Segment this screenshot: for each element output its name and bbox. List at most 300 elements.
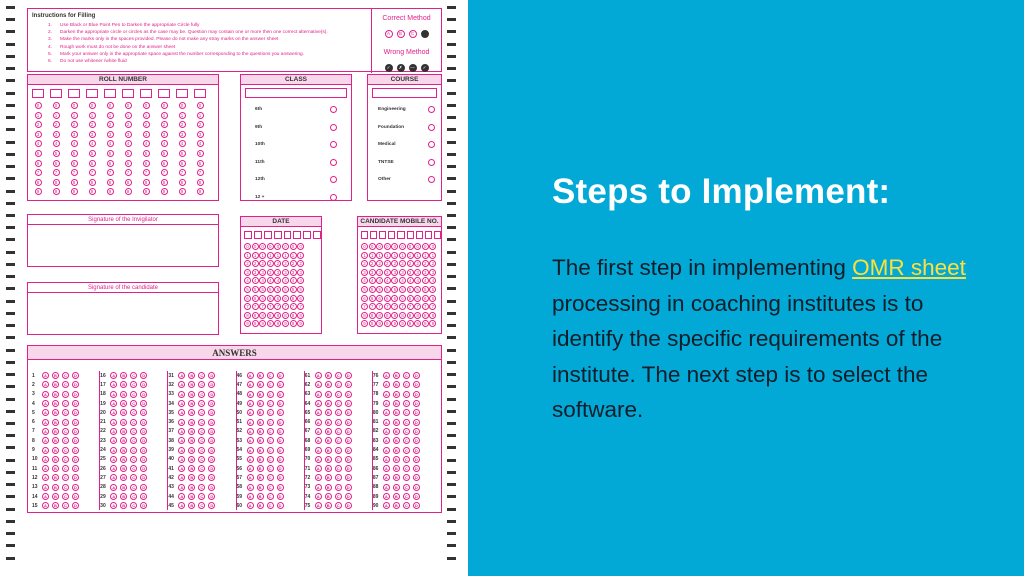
omr-sheet-link[interactable]: OMR sheet [852, 255, 966, 280]
class-options [241, 101, 351, 206]
roll-digit-bubble: 0 [107, 102, 114, 109]
answer-bubble: B [188, 391, 195, 398]
answer-bubble: A [247, 447, 254, 454]
date-square [313, 231, 321, 239]
body-text-before-link: The first step in implementing [552, 255, 853, 280]
timing-mark [6, 361, 15, 364]
candidate-signature-label: Signature of the candidate [28, 283, 218, 293]
answer-bubble: B [188, 502, 195, 509]
roll-digit-bubble: 1 [35, 112, 42, 119]
timing-mark [447, 410, 456, 413]
date-bubble: 9 [290, 320, 297, 327]
answer-bubble: A [42, 409, 49, 416]
answer-bubble: D [140, 474, 147, 481]
answer-bubble: C [267, 419, 274, 426]
answer-bubble: C [267, 400, 274, 407]
answer-bubble: C [130, 484, 137, 491]
question-number: 2 [32, 381, 35, 388]
instruction-item [48, 22, 328, 29]
answer-bubble: A [42, 428, 49, 435]
answer-bubble: B [257, 391, 264, 398]
wrong-method-bubble: ✓ [385, 64, 393, 72]
mobile-bubble: 0 [391, 243, 398, 250]
roll-digit-bubble: 5 [35, 150, 42, 157]
roll-digit-bubble: 7 [143, 169, 150, 176]
answer-bubble: D [140, 391, 147, 398]
date-bubble-row [244, 269, 321, 276]
answer-bubble: D [277, 456, 284, 463]
question-number: 27 [100, 474, 106, 481]
course-option-bubble [428, 106, 435, 113]
answer-bubble: A [178, 465, 185, 472]
answer-bubble: B [393, 447, 400, 454]
date-bubble: 0 [290, 243, 297, 250]
question-number: 55 [236, 456, 243, 463]
answer-bubble: A [315, 419, 322, 426]
date-bubble: 2 [274, 260, 281, 267]
answer-bubble: A [247, 381, 254, 388]
course-option-bubble [428, 124, 435, 131]
answer-row [100, 501, 165, 510]
mobile-number-header: CANDIDATE MOBILE NO. [358, 217, 441, 227]
answer-bubble: D [277, 465, 284, 472]
answer-row [373, 390, 439, 399]
answer-bubble: A [42, 391, 49, 398]
roll-digit-square [50, 89, 62, 98]
roll-digit-bubble: 3 [71, 131, 78, 138]
answer-bubble: B [325, 456, 332, 463]
roll-digit-bubble: 6 [53, 160, 60, 167]
class-option-label: 10th [255, 142, 265, 148]
roll-digit-bubble: 1 [53, 112, 60, 119]
answer-bubble: D [277, 409, 284, 416]
correct-method-label: Correct Method [382, 15, 431, 22]
question-number: 7 [32, 428, 35, 435]
answer-bubble: B [188, 474, 195, 481]
question-number: 74 [304, 493, 311, 500]
answer-bubble: A [110, 400, 117, 407]
answer-bubble: A [383, 456, 390, 463]
mobile-bubble: 7 [414, 303, 421, 310]
mobile-bubble: 6 [399, 295, 406, 302]
answer-row [168, 436, 233, 445]
roll-digit-bubble: 8 [161, 179, 168, 186]
answer-bubble: A [247, 419, 254, 426]
answer-row [32, 473, 97, 482]
answer-bubble: C [198, 484, 205, 491]
roll-digit-bubble: 0 [89, 102, 96, 109]
mobile-bubble: 8 [407, 312, 414, 319]
answer-row [168, 492, 233, 501]
instruction-item [48, 29, 328, 36]
roll-digit-bubble: 3 [35, 131, 42, 138]
date-bubble: 6 [297, 295, 304, 302]
question-number: 71 [304, 465, 311, 472]
instruction-number: 1. [48, 23, 53, 28]
mobile-bubble: 6 [429, 295, 436, 302]
answer-bubble: B [120, 372, 127, 379]
answer-row [168, 501, 233, 510]
question-number: 23 [100, 437, 106, 444]
answer-row [32, 380, 97, 389]
answer-bubble: D [72, 456, 79, 463]
mobile-bubble: 0 [422, 243, 429, 250]
answer-bubble: B [120, 381, 127, 388]
date-bubble: 2 [282, 260, 289, 267]
instruction-item [48, 51, 328, 58]
question-number: 43 [168, 484, 174, 491]
mobile-bubble: 8 [429, 312, 436, 319]
answer-row [32, 399, 97, 408]
answer-bubble: D [345, 437, 352, 444]
question-number: 64 [304, 400, 311, 407]
answer-bubble: A [42, 493, 49, 500]
roll-digit-bubble: 3 [179, 131, 186, 138]
answer-bubble: A [383, 474, 390, 481]
date-bubble: 8 [267, 312, 274, 319]
answer-bubble: D [345, 484, 352, 491]
mobile-bubble: 2 [407, 260, 414, 267]
timing-mark [6, 79, 15, 82]
timing-mark [6, 251, 15, 254]
answer-bubble: C [198, 428, 205, 435]
timing-mark [447, 434, 456, 437]
mobile-bubble: 9 [361, 320, 368, 327]
slide-title: Steps to Implement: [552, 172, 891, 211]
roll-digit-bubble: 8 [143, 179, 150, 186]
mobile-bubble: 1 [407, 252, 414, 259]
answer-bubble: D [72, 409, 79, 416]
roll-digit-bubble: 9 [89, 188, 96, 195]
answer-bubble: C [62, 437, 69, 444]
question-number: 66 [304, 419, 311, 426]
answer-bubble: D [140, 437, 147, 444]
mobile-bubble-row [361, 277, 441, 284]
roll-digit-bubble: 5 [125, 150, 132, 157]
roll-digit-bubble: 1 [71, 112, 78, 119]
roll-digit-square [86, 89, 98, 98]
answer-bubble: A [383, 419, 390, 426]
answer-bubble: C [130, 428, 137, 435]
date-square [284, 231, 292, 239]
timing-mark [447, 251, 456, 254]
answer-bubble: A [315, 502, 322, 509]
answer-bubble: C [267, 381, 274, 388]
answer-bubble: C [335, 456, 342, 463]
timing-mark [447, 275, 456, 278]
answer-bubble: B [52, 381, 59, 388]
question-number: 29 [100, 493, 106, 500]
answer-row [373, 408, 439, 417]
answer-bubble: D [413, 400, 420, 407]
mobile-bubble-row [361, 295, 441, 302]
answer-bubble: B [325, 484, 332, 491]
body-text-after-link: processing in coaching institutes is to identify the specific requirements of the institute. The next step is to select the software. [552, 290, 943, 423]
roll-digit-bubble: 3 [143, 131, 150, 138]
answer-bubble: C [335, 400, 342, 407]
course-option-label: Engineering [378, 107, 406, 113]
question-number: 59 [236, 493, 243, 500]
answer-bubble: C [62, 400, 69, 407]
roll-digit-bubble: 2 [161, 121, 168, 128]
mobile-bubble: 6 [384, 295, 391, 302]
date-bubble: 6 [274, 295, 281, 302]
answer-bubble: A [383, 437, 390, 444]
answer-bubble: A [42, 447, 49, 454]
date-bubble: 2 [244, 260, 251, 267]
answer-bubble: A [178, 381, 185, 388]
timing-mark [6, 410, 15, 413]
answer-row [168, 445, 233, 454]
instruction-text: Rough work must do not be done on the answer sheet [60, 44, 176, 50]
roll-digit-square [176, 89, 188, 98]
roll-digit-column [50, 102, 62, 195]
answer-bubble: A [315, 428, 322, 435]
correct-method-bubble [421, 30, 429, 38]
answer-bubble: C [403, 419, 410, 426]
question-number: 41 [168, 465, 174, 472]
date-square [264, 231, 272, 239]
question-number: 86 [372, 465, 379, 472]
answer-bubble: B [120, 474, 127, 481]
timing-mark [447, 128, 456, 131]
answer-bubble: C [198, 456, 205, 463]
mobile-bubble: 9 [384, 320, 391, 327]
answer-row [305, 390, 370, 399]
answer-bubble: A [247, 409, 254, 416]
answer-bubble: B [257, 409, 264, 416]
answer-row [100, 492, 165, 501]
answer-row [373, 436, 439, 445]
mobile-square [407, 231, 414, 239]
answer-row [32, 492, 97, 501]
timing-mark [447, 165, 456, 168]
roll-digit-column [32, 102, 44, 195]
answer-bubble: C [62, 493, 69, 500]
mobile-bubble: 1 [361, 252, 368, 259]
answer-bubble: B [393, 465, 400, 472]
answer-bubble: C [130, 493, 137, 500]
date-bubble: 4 [290, 277, 297, 284]
roll-digit-bubble: 7 [53, 169, 60, 176]
answer-bubble: D [208, 391, 215, 398]
answer-bubble: B [52, 474, 59, 481]
answer-bubble: A [383, 409, 390, 416]
answer-bubble: C [198, 381, 205, 388]
answer-bubble: B [257, 484, 264, 491]
mobile-square [370, 231, 377, 239]
answer-bubble: B [120, 502, 127, 509]
date-bubble: 5 [290, 286, 297, 293]
roll-digit-bubble: 5 [161, 150, 168, 157]
answer-bubble: B [393, 381, 400, 388]
date-bubble: 9 [274, 320, 281, 327]
answer-column [373, 371, 441, 510]
answer-bubble: B [120, 437, 127, 444]
question-number: 70 [304, 456, 311, 463]
date-bubble: 0 [244, 243, 251, 250]
answer-bubble: A [42, 400, 49, 407]
timing-mark [6, 6, 15, 9]
question-number: 34 [168, 400, 174, 407]
roll-digit-bubble: 7 [125, 169, 132, 176]
mobile-bubble: 5 [407, 286, 414, 293]
roll-digit-bubble: 5 [71, 150, 78, 157]
timing-mark [447, 226, 456, 229]
timing-mark [6, 177, 15, 180]
answer-bubble: C [335, 465, 342, 472]
answer-bubble: A [315, 465, 322, 472]
mobile-bubble: 3 [369, 269, 376, 276]
mobile-bubble: 8 [384, 312, 391, 319]
course-option-row [368, 136, 441, 154]
question-number: 12 [32, 474, 38, 481]
roll-digit-bubble: 8 [89, 179, 96, 186]
timing-mark [6, 483, 15, 486]
answer-row [305, 380, 370, 389]
answer-bubble: D [413, 447, 420, 454]
class-option-bubble [330, 194, 337, 201]
answer-row [100, 445, 165, 454]
answer-bubble: D [277, 474, 284, 481]
timing-mark [447, 18, 456, 21]
mobile-bubble: 4 [369, 277, 376, 284]
mobile-bubble: 8 [399, 312, 406, 319]
instruction-text: Use Black or Blue Point Pen to Darken the appropriate Circle fully [60, 23, 200, 28]
answer-bubble: A [178, 437, 185, 444]
answer-bubble: B [325, 447, 332, 454]
answer-bubble: D [345, 465, 352, 472]
timing-mark [6, 446, 15, 449]
answer-bubble: D [140, 493, 147, 500]
answer-bubble: B [52, 409, 59, 416]
answer-bubble: D [208, 372, 215, 379]
roll-digit-bubble: 2 [71, 121, 78, 128]
roll-digit-bubble: 0 [179, 102, 186, 109]
answer-bubble: C [62, 447, 69, 454]
answer-bubble: D [208, 419, 215, 426]
roll-digit-bubble: 0 [53, 102, 60, 109]
roll-digit-column [194, 102, 206, 195]
roll-digit-bubble: 4 [71, 140, 78, 147]
timing-mark [447, 459, 456, 462]
mobile-bubble: 2 [414, 260, 421, 267]
question-number: 60 [236, 502, 243, 509]
class-option-label: 9th [255, 124, 263, 130]
question-number: 14 [32, 493, 38, 500]
answer-bubble: B [325, 465, 332, 472]
roll-digit-bubble: 8 [125, 179, 132, 186]
timing-mark [6, 104, 15, 107]
timing-mark [447, 483, 456, 486]
roll-digit-bubble: 1 [125, 112, 132, 119]
answer-bubble: B [52, 400, 59, 407]
date-bubble: 0 [297, 243, 304, 250]
class-option-row [241, 119, 351, 137]
answer-bubble: B [325, 474, 332, 481]
answer-bubble: D [413, 381, 420, 388]
timing-mark [6, 275, 15, 278]
roll-number-squares [28, 85, 218, 98]
roll-digit-bubble: 8 [53, 179, 60, 186]
course-option-label: Foundation [378, 124, 405, 130]
answer-bubble: B [188, 465, 195, 472]
course-option-bubble [428, 176, 435, 183]
answer-bubble: A [42, 419, 49, 426]
answer-bubble: C [130, 502, 137, 509]
answer-row [100, 399, 165, 408]
answer-bubble: D [413, 456, 420, 463]
answer-bubble: C [130, 456, 137, 463]
answer-bubble: D [413, 409, 420, 416]
instructions-box [27, 8, 442, 72]
answer-row [305, 445, 370, 454]
roll-digit-bubble: 9 [161, 188, 168, 195]
question-number: 30 [100, 502, 106, 509]
answer-bubble: B [393, 391, 400, 398]
instruction-text: Do not use whitener /white fluid [60, 59, 127, 65]
answer-bubble: A [42, 437, 49, 444]
mobile-bubble: 7 [361, 303, 368, 310]
class-header: CLASS [241, 75, 351, 85]
date-bubble: 6 [244, 295, 251, 302]
mobile-bubble: 6 [422, 295, 429, 302]
answer-row [373, 455, 439, 464]
roll-digit-bubble: 3 [107, 131, 114, 138]
mobile-bubble: 7 [391, 303, 398, 310]
mobile-bubble: 1 [376, 252, 383, 259]
answer-bubble: A [178, 419, 185, 426]
answer-bubble: A [42, 484, 49, 491]
answer-bubble: C [198, 391, 205, 398]
timing-mark [6, 520, 15, 523]
timing-mark [447, 324, 456, 327]
mobile-bubble: 0 [361, 243, 368, 250]
answer-bubble: B [188, 484, 195, 491]
mobile-bubble: 4 [391, 277, 398, 284]
answer-bubble: D [208, 437, 215, 444]
answer-bubble: A [383, 465, 390, 472]
answer-row [373, 501, 439, 510]
answer-row [237, 399, 302, 408]
answer-bubble: C [130, 372, 137, 379]
answer-bubble: B [52, 493, 59, 500]
answer-column [168, 371, 236, 510]
answer-bubble: C [403, 447, 410, 454]
date-bubble: 5 [267, 286, 274, 293]
date-bubble: 4 [274, 277, 281, 284]
date-bubble: 1 [297, 252, 304, 259]
roll-digit-bubble: 3 [125, 131, 132, 138]
roll-digit-bubble: 6 [107, 160, 114, 167]
answer-bubble: C [267, 493, 274, 500]
date-bubble: 0 [267, 243, 274, 250]
answer-bubble: D [345, 493, 352, 500]
answer-bubble: A [247, 493, 254, 500]
answer-row [373, 371, 439, 380]
answer-bubble: A [42, 381, 49, 388]
answer-bubble: B [393, 456, 400, 463]
question-number: 88 [372, 484, 379, 491]
question-number: 21 [100, 419, 106, 426]
date-bubble: 9 [267, 320, 274, 327]
answer-bubble: A [178, 456, 185, 463]
question-number: 42 [168, 474, 174, 481]
question-number: 40 [168, 456, 174, 463]
roll-digit-bubble: 3 [197, 131, 204, 138]
answer-bubble: B [257, 372, 264, 379]
answer-bubble: A [247, 484, 254, 491]
